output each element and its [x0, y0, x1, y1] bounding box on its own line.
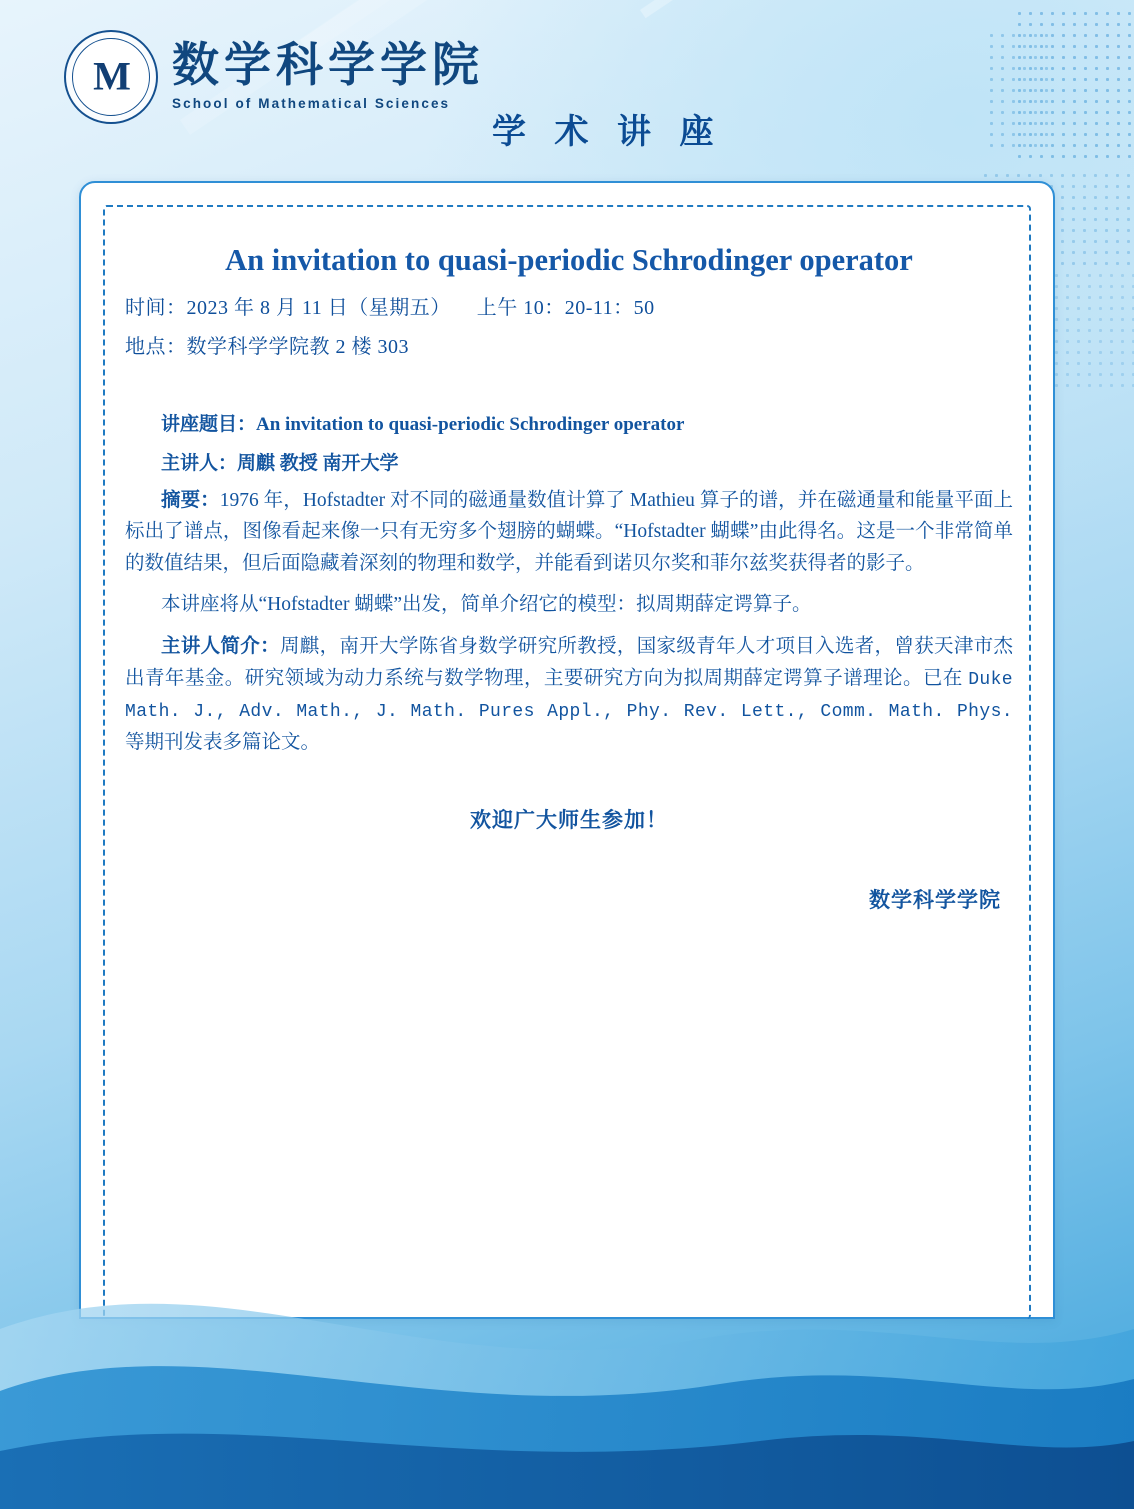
topic-label: 讲座题目： [161, 413, 257, 435]
signature: 数学科学学院 [869, 888, 1001, 913]
logo-chinese-name: 数学科学学院 [172, 40, 484, 93]
meta-place [125, 330, 1013, 359]
content-card [79, 181, 1055, 1319]
page-title: An invitation to quasi-periodic Schrodinger operator [225, 243, 913, 277]
bottom-wave-decoration [0, 1179, 1134, 1509]
institution-logo [64, 30, 484, 124]
abstract-label: 摘要： [161, 489, 220, 511]
logo-wordmark [172, 40, 484, 112]
welcome-note: 欢迎广大师生参加！ [470, 808, 668, 833]
bio-text: 周麒，南开大学陈省身数学研究所教授，国家级青年人才项目入选者，曾获天津市杰出青年基金。研究领域为动力系统与数学物理，主要研究方向为拟周期薛定谔算子谱理论。已在 [125, 635, 1013, 689]
meta-time [125, 291, 1013, 320]
speaker-value: 周麒 教授 南开大学 [237, 452, 399, 474]
abstract-paragraph-2 [125, 589, 1013, 621]
time-value: 2023 年 8 月 11 日（星期五） [186, 296, 451, 319]
talk-topic [125, 409, 1013, 436]
time-label: 时间： [125, 296, 187, 319]
speaker-label: 主讲人： [161, 452, 238, 474]
card-content [125, 223, 1013, 914]
place-label: 地点： [125, 335, 187, 358]
logo-english-name: School of Mathematical Sciences [172, 96, 451, 112]
bio-journals: Duke Math. J., Adv. Math., J. Math. Pures Appl., Phy. Rev. Lett., Comm. Math. Phys. [125, 669, 1013, 722]
abstract-text: 1976 年，Hofstadter 对不同的磁通量数值计算了 Mathieu 算子的谱，并在磁通量和能量平面上标出了谱点，图像看起来像一只有无穷多个翅膀的蝴蝶。“Hofstadter 蝴蝶”由此得名。这是一个非常简单的数值结果，但后面隐藏着深刻的物理和数学，并能看到诺贝尔奖和菲尔兹奖获得者的影子。 [125, 489, 1013, 574]
time-value-2: 上午 10：20-11：50 [476, 296, 655, 319]
bio-label: 主讲人简介： [161, 635, 280, 657]
seal-monogram: M [93, 53, 129, 99]
banner-title: 学 术 讲 座 [492, 114, 724, 151]
topic-value: An invitation to quasi-periodic Schrodinger operator [256, 413, 685, 435]
biography-paragraph [125, 631, 1013, 758]
abstract-text-2: 本讲座将从“Hofstadter 蝴蝶”出发，简单介绍它的模型：拟周期薛定谔算子。 [161, 594, 812, 616]
university-seal-icon [64, 30, 158, 124]
bio-text-2: 等期刊发表多篇论文。 [125, 731, 321, 753]
talk-speaker [125, 448, 1013, 475]
poster-header [0, 0, 1134, 180]
abstract-paragraph [125, 485, 1013, 580]
place-value: 数学科学学院教 2 楼 303 [186, 335, 409, 358]
